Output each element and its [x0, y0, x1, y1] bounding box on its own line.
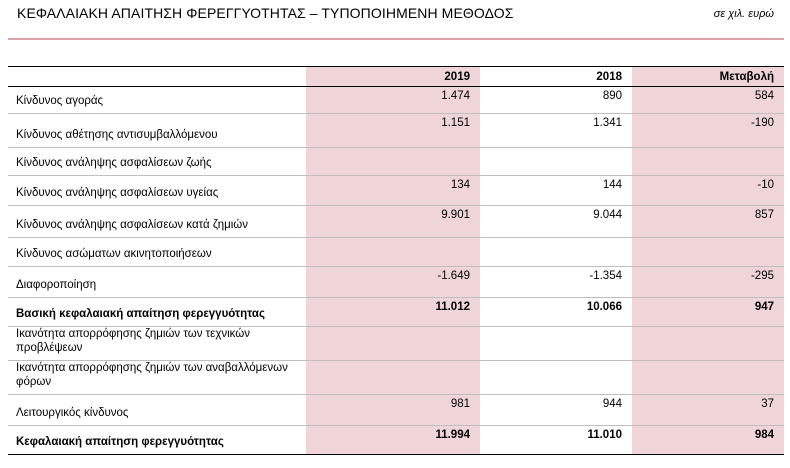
value-2019: 134 — [306, 176, 480, 206]
value-2018 — [480, 327, 632, 361]
value-2018: 144 — [480, 176, 632, 206]
row-label: Ικανότητα απορρόφησης ζημιών των τεχνικών προβλέψεων — [8, 327, 306, 361]
value-2019: 11.994 — [306, 426, 480, 455]
title-divider — [8, 38, 784, 40]
value-2018 — [480, 238, 632, 267]
value-2019: 1.151 — [306, 114, 480, 148]
value-change: 37 — [632, 395, 784, 426]
table-row — [8, 395, 784, 426]
value-2019: 9.901 — [306, 206, 480, 238]
column-header-2018: 2018 — [480, 67, 632, 87]
row-label: Διαφοροποίηση — [8, 267, 306, 298]
unit-label: σε χιλ. ευρώ — [713, 8, 774, 20]
table-row — [8, 114, 784, 148]
table-row — [8, 148, 784, 176]
table-row — [8, 206, 784, 238]
value-change: -295 — [632, 267, 784, 298]
value-change — [632, 327, 784, 361]
table-row — [8, 238, 784, 267]
row-label: Κίνδυνος ανάληψης ασφαλίσεων κατά ζημιών — [8, 206, 306, 238]
value-change — [632, 361, 784, 395]
value-2018: 890 — [480, 87, 632, 114]
value-change — [632, 238, 784, 267]
column-header-label — [8, 67, 306, 87]
column-header-change: Μεταβολή — [632, 67, 784, 87]
table-row — [8, 298, 784, 327]
value-change: -10 — [632, 176, 784, 206]
table-row — [8, 327, 784, 361]
value-2019: 981 — [306, 395, 480, 426]
value-2018: 11.010 — [480, 426, 632, 455]
page-title: ΚΕΦΑΛΑΙΑΚΗ ΑΠΑΙΤΗΣΗ ΦΕΡΕΓΓΥΟΤΗΤΑΣ – ΤΥΠΟΠΟΙΗΜΕΝΗ ΜΕΘΟΔΟΣ — [17, 5, 514, 21]
row-label: Λειτουργικός κίνδυνος — [8, 395, 306, 426]
value-2019 — [306, 361, 480, 395]
value-2018: 9.044 — [480, 206, 632, 238]
value-2018: 1.341 — [480, 114, 632, 148]
value-2018: 10.066 — [480, 298, 632, 327]
value-change: 857 — [632, 206, 784, 238]
value-2019: 1.474 — [306, 87, 480, 114]
solvency-capital-table — [8, 66, 784, 455]
value-2018 — [480, 148, 632, 176]
table-row — [8, 267, 784, 298]
table-row — [8, 87, 784, 114]
value-2019 — [306, 238, 480, 267]
value-2018: 944 — [480, 395, 632, 426]
table-row — [8, 361, 784, 395]
column-header-2019: 2019 — [306, 67, 480, 87]
value-2019 — [306, 327, 480, 361]
value-change: 947 — [632, 298, 784, 327]
value-2019: -1.649 — [306, 267, 480, 298]
row-label: Ικανότητα απορρόφησης ζημιών των αναβαλλόμενων φόρων — [8, 361, 306, 395]
row-label: Κίνδυνος αθέτησης αντισυμβαλλόμενου — [8, 114, 306, 148]
table-row — [8, 176, 784, 206]
value-change — [632, 148, 784, 176]
value-change: 584 — [632, 87, 784, 114]
row-label: Κίνδυνος ασώματων ακινητοποιήσεων — [8, 238, 306, 267]
value-change: 984 — [632, 426, 784, 455]
table-body — [8, 87, 784, 455]
row-label: Κίνδυνος ανάληψης ασφαλίσεων ζωής — [8, 148, 306, 176]
value-2018 — [480, 361, 632, 395]
value-2019 — [306, 148, 480, 176]
row-label: Βασική κεφαλαιακή απαίτηση φερεγγυότητας — [8, 298, 306, 327]
row-label: Κίνδυνος αγοράς — [8, 87, 306, 114]
value-change: -190 — [632, 114, 784, 148]
value-2018: -1.354 — [480, 267, 632, 298]
table-header-row — [8, 67, 784, 87]
table-row — [8, 426, 784, 455]
row-label: Κεφαλαιακή απαίτηση φερεγγυότητας — [8, 426, 306, 455]
value-2019: 11.012 — [306, 298, 480, 327]
row-label: Κίνδυνος ανάληψης ασφαλίσεων υγείας — [8, 176, 306, 206]
